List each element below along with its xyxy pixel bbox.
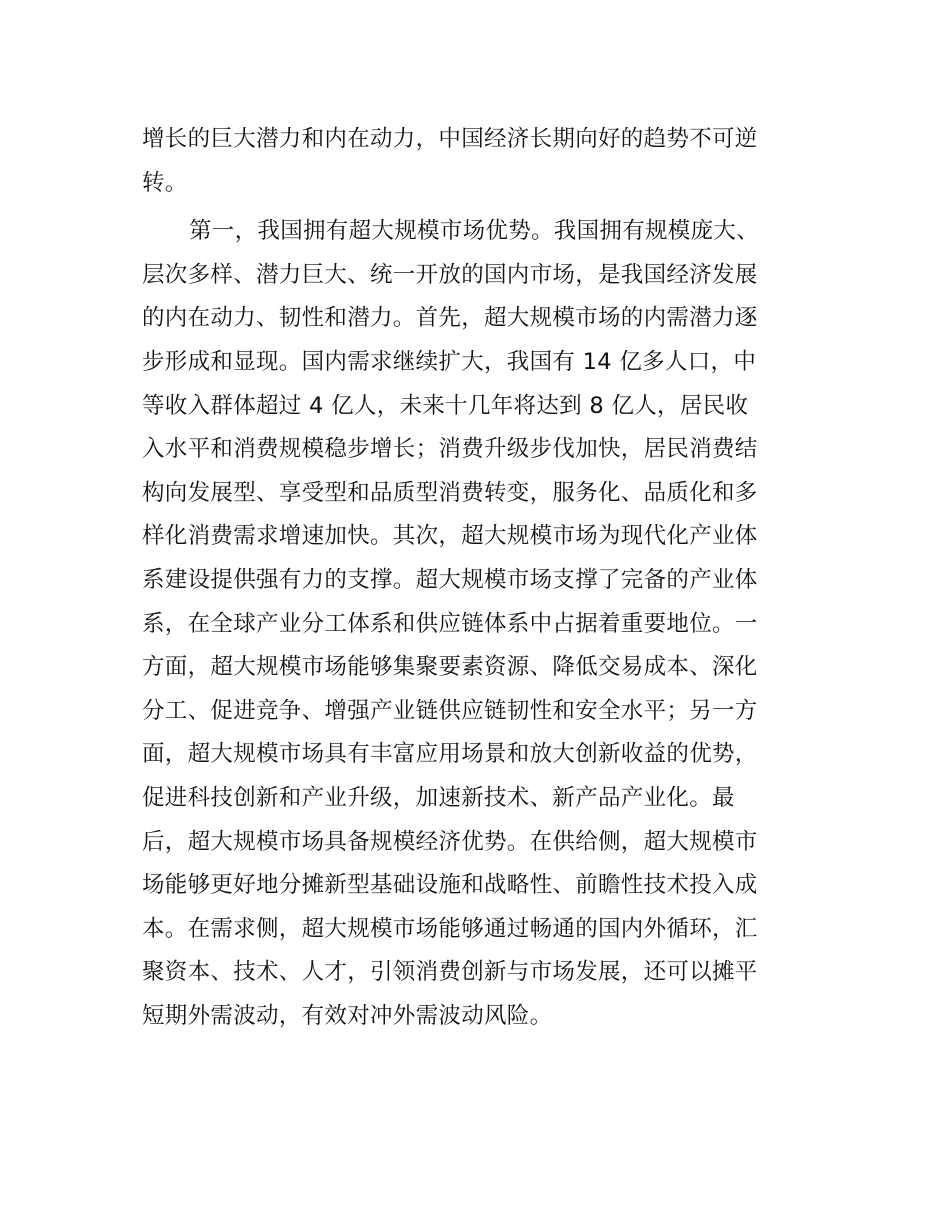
text-line: 等收入群体超过 4 亿人，未来十几年将达到 8 亿人，居民收 bbox=[142, 392, 749, 419]
text-line: 分工、促进竞争、增强产业链供应链韧性和安全水平；另一方 bbox=[142, 697, 758, 724]
text-line: 本。在需求侧，超大规模市场能够通过畅通的国内外循环，汇 bbox=[142, 915, 758, 942]
text-line: 的内在动力、韧性和潜力。首先，超大规模市场的内需潜力逐 bbox=[142, 305, 758, 332]
text-line: 场能够更好地分摊新型基础设施和战略性、前瞻性技术投入成 bbox=[142, 872, 758, 899]
text-line: 系，在全球产业分工体系和供应链体系中占据着重要地位。一 bbox=[142, 610, 758, 637]
text-line: 步形成和显现。国内需求继续扩大，我国有 14 亿多人口，中 bbox=[142, 348, 757, 375]
text-line: 系建设提供强有力的支撑。超大规模市场支撑了完备的产业体 bbox=[142, 566, 758, 593]
text-line: 入水平和消费规模稳步增长；消费升级步伐加快，居民消费结 bbox=[142, 436, 758, 463]
text-line: 面，超大规模市场具有丰富应用场景和放大创新收益的优势， bbox=[142, 741, 758, 768]
paragraph-1 bbox=[142, 118, 822, 205]
text-line: 方面，超大规模市场能够集聚要素资源、降低交易成本、深化 bbox=[142, 654, 758, 681]
text-line: 聚资本、技术、人才，引领消费创新与市场发展，还可以摊平 bbox=[142, 959, 758, 986]
text-line: 第一，我国拥有超大规模市场优势。我国拥有规模庞大、 bbox=[189, 218, 760, 245]
text-line: 转。 bbox=[142, 169, 188, 196]
text-line: 短期外需波动，有效对冲外需波动风险。 bbox=[142, 1002, 553, 1029]
text-line: 构向发展型、享受型和品质型消费转变，服务化、品质化和多 bbox=[142, 479, 758, 506]
text-line: 样化消费需求增速加快。其次，超大规模市场为现代化产业体 bbox=[142, 523, 758, 550]
text-line: 层次多样、潜力巨大、统一开放的国内市场，是我国经济发展 bbox=[142, 261, 758, 288]
text-line: 促进科技创新和产业升级，加速新技术、新产品产业化。最 bbox=[142, 784, 735, 811]
paragraph-2 bbox=[142, 210, 822, 1038]
text-line: 后，超大规模市场具备规模经济优势。在供给侧，超大规模市 bbox=[142, 828, 758, 855]
text-line: 增长的巨大潜力和内在动力，中国经济长期向好的趋势不可逆 bbox=[142, 126, 758, 152]
body-text bbox=[142, 118, 822, 1038]
